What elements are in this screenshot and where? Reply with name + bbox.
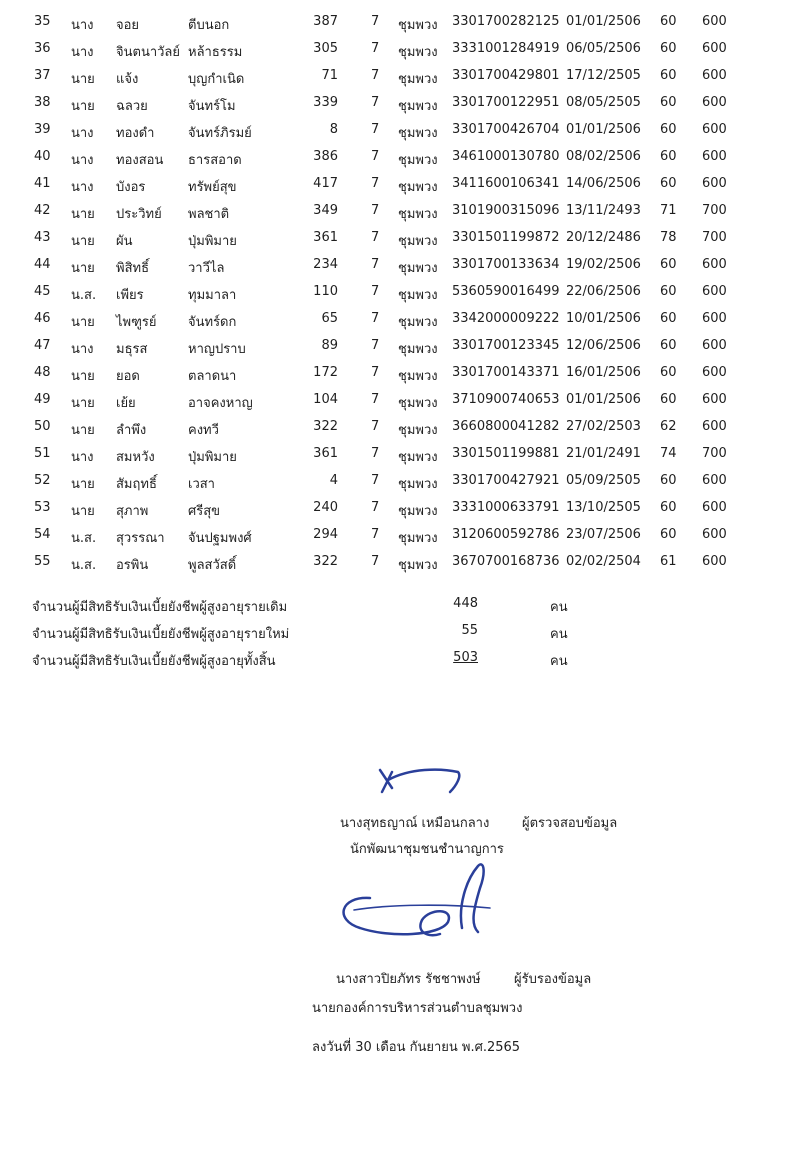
table-row [0,554,800,581]
row-house-number: 240 [313,500,338,515]
row-first-name: ผัน [116,234,133,249]
row-last-name: บุญกำเนิด [188,72,245,87]
row-first-name: มธุรส [116,342,148,357]
row-title: นาย [71,423,95,438]
row-birth-date: 14/06/2506 [566,176,641,191]
row-village: ชุมพวง [398,72,438,87]
row-birth-date: 22/06/2506 [566,284,641,299]
row-number: 52 [34,473,51,488]
row-first-name: ไพฑูรย์ [116,315,157,330]
row-amount: 600 [702,176,727,191]
row-citizen-id: 3301700123345 [452,338,560,353]
summary-value: 503 [453,650,478,665]
row-birth-date: 08/05/2505 [566,95,641,110]
row-citizen-id: 3660800041282 [452,419,560,434]
row-house-number: 89 [321,338,338,353]
row-moo: 7 [371,41,380,56]
row-last-name: ศรีสุข [188,504,221,519]
row-village: ชุมพวง [398,126,438,141]
signing-date: ลงวันที่ 30 เดือน กันยายน พ.ศ.2565 [312,1040,521,1055]
row-number: 55 [34,554,51,569]
row-first-name: สุภาพ [116,504,149,519]
row-amount: 600 [702,500,727,515]
row-first-name: แจ้ง [116,72,139,87]
row-citizen-id: 3120600592786 [452,527,560,542]
row-birth-date: 13/10/2505 [566,500,641,515]
row-title: นาย [71,99,95,114]
row-amount: 600 [702,365,727,380]
summary-unit: คน [550,654,568,669]
row-last-name: ตลาดนา [188,369,237,384]
table-row [0,149,800,176]
row-village: ชุมพวง [398,396,438,411]
row-age: 78 [660,230,677,245]
row-number: 45 [34,284,51,299]
row-moo: 7 [371,176,380,191]
row-birth-date: 23/07/2506 [566,527,641,542]
table-row [0,230,800,257]
row-last-name: ทุมมาลา [188,288,237,303]
row-birth-date: 01/01/2506 [566,14,641,29]
row-age: 71 [660,203,677,218]
row-age: 60 [660,365,677,380]
row-amount: 600 [702,392,727,407]
row-village: ชุมพวง [398,288,438,303]
row-village: ชุมพวง [398,369,438,384]
row-moo: 7 [371,230,380,245]
table-row [0,95,800,122]
row-amount: 700 [702,230,727,245]
row-amount: 600 [702,257,727,272]
row-birth-date: 20/12/2486 [566,230,641,245]
row-title: นาย [71,369,95,384]
row-birth-date: 27/02/2503 [566,419,641,434]
table-row [0,176,800,203]
checker-signature [370,762,470,802]
row-house-number: 361 [313,446,338,461]
row-moo: 7 [371,257,380,272]
row-age: 60 [660,176,677,191]
row-moo: 7 [371,365,380,380]
row-first-name: พิสิทธิ์ [116,261,150,276]
row-citizen-id: 3301700122951 [452,95,560,110]
row-village: ชุมพวง [398,450,438,465]
row-title: นาง [71,18,94,33]
row-moo: 7 [371,473,380,488]
row-age: 60 [660,14,677,29]
row-moo: 7 [371,14,380,29]
row-moo: 7 [371,392,380,407]
row-house-number: 172 [313,365,338,380]
row-amount: 600 [702,554,727,569]
row-house-number: 110 [313,284,338,299]
row-title: นาง [71,450,94,465]
row-moo: 7 [371,284,380,299]
row-moo: 7 [371,95,380,110]
row-house-number: 305 [313,41,338,56]
summary-value: 448 [453,596,478,611]
row-citizen-id: 3710900740653 [452,392,560,407]
row-age: 60 [660,473,677,488]
row-title: น.ส. [71,288,97,303]
row-village: ชุมพวง [398,207,438,222]
row-village: ชุมพวง [398,180,438,195]
row-title: นาง [71,180,94,195]
row-number: 51 [34,446,51,461]
row-citizen-id: 3101900315096 [452,203,560,218]
row-birth-date: 08/02/2506 [566,149,641,164]
row-title: นาย [71,261,95,276]
row-first-name: จินตนาวัลย์ [116,45,181,60]
row-number: 44 [34,257,51,272]
certifier-role: ผู้รับรองข้อมูล [514,972,592,987]
table-row [0,500,800,527]
row-age: 74 [660,446,677,461]
row-citizen-id: 3331000633791 [452,500,560,515]
row-birth-date: 01/01/2506 [566,392,641,407]
row-age: 60 [660,149,677,164]
row-first-name: สมหวัง [116,450,155,465]
row-number: 35 [34,14,51,29]
row-village: ชุมพวง [398,477,438,492]
row-last-name: คงทวี [188,423,219,438]
row-age: 60 [660,527,677,542]
row-age: 62 [660,419,677,434]
row-last-name: อาจคงหาญ [188,396,253,411]
row-first-name: ทองดำ [116,126,155,141]
row-birth-date: 05/09/2505 [566,473,641,488]
row-house-number: 361 [313,230,338,245]
row-title: นาย [71,315,95,330]
row-first-name: ลำพึง [116,423,147,438]
row-first-name: อรพิน [116,558,149,573]
row-number: 38 [34,95,51,110]
row-last-name: ปุ่มพิมาย [188,450,237,465]
table-row [0,311,800,338]
row-house-number: 322 [313,554,338,569]
row-title: นาย [71,504,95,519]
table-row [0,419,800,446]
certifier-signature [330,858,510,958]
row-number: 48 [34,365,51,380]
row-number: 43 [34,230,51,245]
table-row [0,365,800,392]
row-number: 37 [34,68,51,83]
table-row [0,446,800,473]
row-house-number: 322 [313,419,338,434]
row-moo: 7 [371,68,380,83]
row-last-name: จันปฐมพงศ์ [188,531,252,546]
row-age: 60 [660,392,677,407]
row-village: ชุมพวง [398,45,438,60]
row-number: 50 [34,419,51,434]
row-house-number: 65 [321,311,338,326]
row-title: นาง [71,45,94,60]
row-first-name: ฉลวย [116,99,148,114]
row-first-name: ทองสอน [116,153,164,168]
table-row [0,41,800,68]
row-moo: 7 [371,446,380,461]
row-last-name: จันทร์โม [188,99,236,114]
row-age: 60 [660,257,677,272]
row-village: ชุมพวง [398,423,438,438]
row-title: นาย [71,477,95,492]
row-birth-date: 19/02/2506 [566,257,641,272]
row-birth-date: 02/02/2504 [566,554,641,569]
row-last-name: ตีบนอก [188,18,230,33]
row-first-name: จอย [116,18,140,33]
summary-row-new [32,623,772,647]
row-moo: 7 [371,149,380,164]
row-birth-date: 16/01/2506 [566,365,641,380]
row-amount: 600 [702,41,727,56]
row-age: 61 [660,554,677,569]
row-number: 46 [34,311,51,326]
row-house-number: 104 [313,392,338,407]
row-title: นาย [71,72,95,87]
row-age: 60 [660,122,677,137]
row-moo: 7 [371,419,380,434]
row-amount: 600 [702,419,727,434]
row-birth-date: 06/05/2506 [566,41,641,56]
row-age: 60 [660,95,677,110]
row-citizen-id: 3342000009222 [452,311,560,326]
row-citizen-id: 3301700429801 [452,68,560,83]
row-birth-date: 17/12/2505 [566,68,641,83]
table-row [0,122,800,149]
row-last-name: ธารสอาด [188,153,242,168]
row-birth-date: 10/01/2506 [566,311,641,326]
row-last-name: จันทร์ดก [188,315,237,330]
summary-unit: คน [550,600,568,615]
row-title: นาย [71,234,95,249]
row-moo: 7 [371,554,380,569]
row-number: 36 [34,41,51,56]
row-moo: 7 [371,122,380,137]
row-last-name: ปุ่มพิมาย [188,234,237,249]
table-row [0,338,800,365]
row-title: น.ส. [71,558,97,573]
row-house-number: 339 [313,95,338,110]
row-citizen-id: 3670700168736 [452,554,560,569]
row-moo: 7 [371,500,380,515]
row-birth-date: 13/11/2493 [566,203,641,218]
row-last-name: วาวีไล [188,261,225,276]
row-age: 60 [660,500,677,515]
row-village: ชุมพวง [398,504,438,519]
row-moo: 7 [371,527,380,542]
row-first-name: สัมฤทธิ์ [116,477,157,492]
row-title: นาย [71,207,95,222]
summary-label: จำนวนผู้มีสิทธิรับเงินเบี้ยยังชีพผู้สูงอายุรายเดิม [32,600,288,615]
row-age: 60 [660,338,677,353]
row-house-number: 234 [313,257,338,272]
row-citizen-id: 5360590016499 [452,284,560,299]
table-row [0,257,800,284]
row-amount: 600 [702,527,727,542]
summary-label: จำนวนผู้มีสิทธิรับเงินเบี้ยยังชีพผู้สูงอายุทั้งสิ้น [32,654,276,669]
row-last-name: หาญปราบ [188,342,246,357]
table-row [0,14,800,41]
row-first-name: ยอด [116,369,140,384]
row-birth-date: 21/01/2491 [566,446,641,461]
row-last-name: พูลสวัสดิ์ [188,558,237,573]
row-village: ชุมพวง [398,99,438,114]
row-citizen-id: 3301700427921 [452,473,560,488]
row-age: 60 [660,284,677,299]
row-citizen-id: 3301700133634 [452,257,560,272]
row-moo: 7 [371,203,380,218]
row-moo: 7 [371,338,380,353]
row-number: 39 [34,122,51,137]
row-number: 42 [34,203,51,218]
certifier-name: นางสาวปิยภัทร รัชชาพงษ์ [336,972,481,987]
row-title: นาง [71,153,94,168]
row-age: 60 [660,41,677,56]
row-house-number: 349 [313,203,338,218]
row-number: 47 [34,338,51,353]
row-house-number: 387 [313,14,338,29]
summary-value: 55 [461,623,478,638]
row-birth-date: 12/06/2506 [566,338,641,353]
row-amount: 700 [702,203,727,218]
row-citizen-id: 3301700143371 [452,365,560,380]
row-house-number: 417 [313,176,338,191]
row-village: ชุมพวง [398,531,438,546]
summary-label: จำนวนผู้มีสิทธิรับเงินเบี้ยยังชีพผู้สูงอายุรายใหม่ [32,627,290,642]
row-amount: 600 [702,122,727,137]
row-moo: 7 [371,311,380,326]
row-birth-date: 01/01/2506 [566,122,641,137]
row-house-number: 294 [313,527,338,542]
row-village: ชุมพวง [398,234,438,249]
table-row [0,527,800,554]
row-amount: 700 [702,446,727,461]
row-citizen-id: 3331001284919 [452,41,560,56]
row-amount: 600 [702,284,727,299]
row-amount: 600 [702,338,727,353]
row-village: ชุมพวง [398,342,438,357]
row-first-name: เย้ย [116,396,136,411]
row-title: นาย [71,396,95,411]
row-number: 53 [34,500,51,515]
summary-row-existing [32,596,772,620]
row-last-name: หล้าธรรม [188,45,243,60]
row-number: 40 [34,149,51,164]
row-age: 60 [660,68,677,83]
row-amount: 600 [702,14,727,29]
table-row [0,68,800,95]
summary-unit: คน [550,627,568,642]
row-citizen-id: 3411600106341 [452,176,560,191]
table-row [0,392,800,419]
row-village: ชุมพวง [398,558,438,573]
row-number: 41 [34,176,51,191]
row-house-number: 386 [313,149,338,164]
row-age: 60 [660,311,677,326]
row-village: ชุมพวง [398,18,438,33]
table-row [0,203,800,230]
row-first-name: เพียร [116,288,144,303]
row-last-name: พลชาติ [188,207,230,222]
row-title: นาง [71,342,94,357]
row-amount: 600 [702,311,727,326]
row-village: ชุมพวง [398,261,438,276]
table-row [0,473,800,500]
summary-row-total [32,650,772,674]
row-citizen-id: 3301501199872 [452,230,560,245]
row-village: ชุมพวง [398,153,438,168]
row-amount: 600 [702,149,727,164]
row-citizen-id: 3301700426704 [452,122,560,137]
row-number: 54 [34,527,51,542]
row-amount: 600 [702,95,727,110]
row-number: 49 [34,392,51,407]
row-citizen-id: 3461000130780 [452,149,560,164]
row-house-number: 4 [329,473,338,488]
certifier-position: นายกองค์การบริหารส่วนตำบลชุมพวง [312,1001,523,1016]
row-last-name: จันทร์ภิรมย์ [188,126,252,141]
row-amount: 600 [702,68,727,83]
checker-role: ผู้ตรวจสอบข้อมูล [522,816,618,831]
row-amount: 600 [702,473,727,488]
row-title: นาง [71,126,94,141]
row-first-name: สุวรรณา [116,531,165,546]
row-house-number: 71 [321,68,338,83]
row-citizen-id: 3301700282125 [452,14,560,29]
row-house-number: 8 [329,122,338,137]
row-village: ชุมพวง [398,315,438,330]
checker-name: นางสุทธญาณ์ เหมือนกลาง [340,816,490,831]
table-row [0,284,800,311]
row-last-name: ทรัพย์สุข [188,180,237,195]
row-title: น.ส. [71,531,97,546]
row-first-name: บังอร [116,180,146,195]
row-citizen-id: 3301501199881 [452,446,560,461]
checker-position: นักพัฒนาชุมชนชำนาญการ [350,842,504,857]
row-first-name: ประวิทย์ [116,207,162,222]
row-last-name: เวสา [188,477,215,492]
